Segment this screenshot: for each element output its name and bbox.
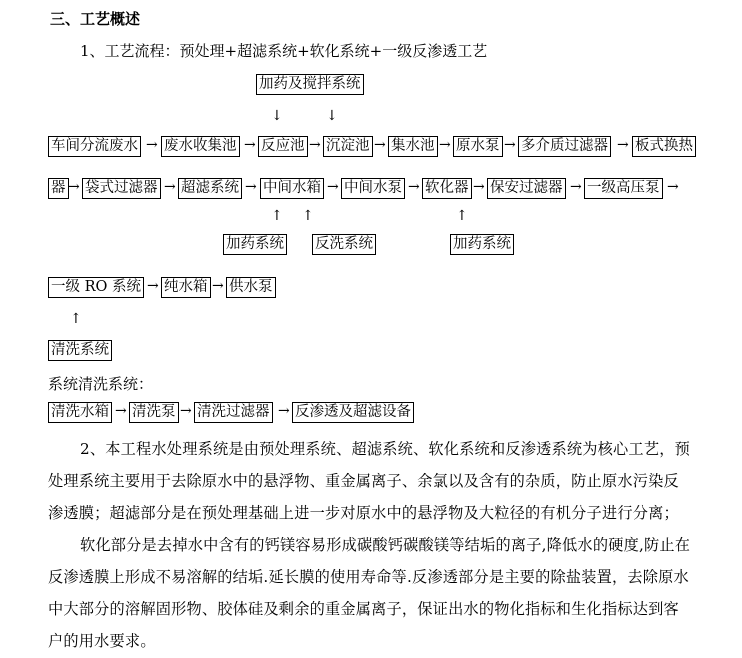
flow-box: 一级高压泵: [584, 178, 663, 199]
right-arrow-icon: →: [115, 403, 127, 419]
right-arrow-icon: →: [439, 137, 451, 153]
down-arrow-icon: ↓: [271, 108, 283, 124]
process-flow-title: 1、工艺流程：预处理+超滤系统+软化系统+一级反渗透工艺: [80, 42, 488, 60]
flow-box: 中间水泵: [341, 178, 405, 199]
down-arrow-icon: ↓: [326, 108, 338, 124]
right-arrow-icon: →: [617, 137, 629, 153]
support-box: 反洗系统: [312, 234, 376, 255]
flow-box: 清洗水箱: [48, 402, 112, 423]
flow-box: 原水泵: [453, 136, 503, 157]
paragraph-line: 户的用水要求。: [48, 632, 156, 650]
paragraph-line: 处理系统主要用于去除原水中的悬浮物、重金属离子、余氯以及含有的杂质，防止原水污染反: [48, 472, 679, 490]
up-arrow-icon: ↑: [302, 208, 314, 224]
flow-box: 软化器: [422, 178, 472, 199]
paragraph-line: 软化部分是去掉水中含有的钙镁容易形成碳酸钙碳酸镁等结垢的离子,降低水的硬度,防止在: [80, 536, 691, 554]
flow-box: 袋式过滤器: [82, 178, 161, 199]
right-arrow-icon: →: [147, 278, 159, 294]
flow-box: 车间分流废水: [48, 136, 141, 157]
section-heading: 三、工艺概述: [50, 10, 141, 28]
right-arrow-icon: →: [327, 179, 339, 195]
right-arrow-icon: →: [278, 403, 290, 419]
flow-box: 供水泵: [226, 277, 276, 298]
right-arrow-icon: →: [245, 179, 257, 195]
paragraph-line: 中大部分的溶解固形物、胶体硅及剩余的重金属离子，保证出水的物化指标和生化指标达到客: [48, 600, 679, 618]
up-arrow-icon: ↑: [271, 208, 283, 224]
support-box: 加药系统: [450, 234, 514, 255]
right-arrow-icon: →: [212, 278, 224, 294]
flow-box: 反应池: [258, 136, 308, 157]
right-arrow-icon: →: [244, 137, 256, 153]
right-arrow-icon: →: [504, 137, 516, 153]
paragraph-line: 渗透膜；超滤部分是在预处理基础上进一步对原水中的悬浮物及大粒径的有机分子进行分离；: [48, 504, 679, 522]
flow-box: 废水收集池: [161, 136, 240, 157]
right-arrow-icon: →: [374, 137, 386, 153]
right-arrow-icon: →: [667, 179, 679, 195]
chem-stir-system-box: 加药及搅拌系统: [256, 74, 364, 95]
right-arrow-icon: →: [309, 137, 321, 153]
flow-box: 清洗泵: [129, 402, 179, 423]
flow-box: 清洗过滤器: [194, 402, 273, 423]
right-arrow-icon: →: [570, 179, 582, 195]
right-arrow-icon: →: [68, 179, 80, 195]
right-arrow-icon: →: [408, 179, 420, 195]
flow-box: 一级 RO 系统: [48, 277, 144, 298]
flow-box: 器: [48, 178, 69, 199]
right-arrow-icon: →: [164, 179, 176, 195]
up-arrow-icon: ↑: [70, 311, 82, 327]
right-arrow-icon: →: [180, 403, 192, 419]
flow-box: 保安过滤器: [487, 178, 566, 199]
flow-box: 板式换热: [632, 136, 696, 157]
flow-box: 集水池: [388, 136, 438, 157]
cleaning-system-label: 系统清洗系统：: [48, 375, 154, 393]
paragraph-line: 2、本工程水处理系统是由预处理系统、超滤系统、软化系统和反渗透系统为核心工艺，预: [80, 440, 690, 458]
support-box: 加药系统: [223, 234, 287, 255]
right-arrow-icon: →: [146, 137, 158, 153]
up-arrow-icon: ↑: [456, 208, 468, 224]
flow-box: 反渗透及超滤设备: [292, 402, 414, 423]
flow-box: 沉淀池: [323, 136, 373, 157]
flow-box: 多介质过滤器: [518, 136, 611, 157]
flow-box: 超滤系统: [178, 178, 242, 199]
flow-box: 中间水箱: [260, 178, 324, 199]
paragraph-line: 反渗透膜上形成不易溶解的结垢.延长膜的使用寿命等.反渗透部分是主要的除盐装置，去除原水: [48, 568, 689, 586]
right-arrow-icon: →: [473, 179, 485, 195]
support-box: 清洗系统: [48, 340, 112, 361]
flow-box: 纯水箱: [161, 277, 211, 298]
